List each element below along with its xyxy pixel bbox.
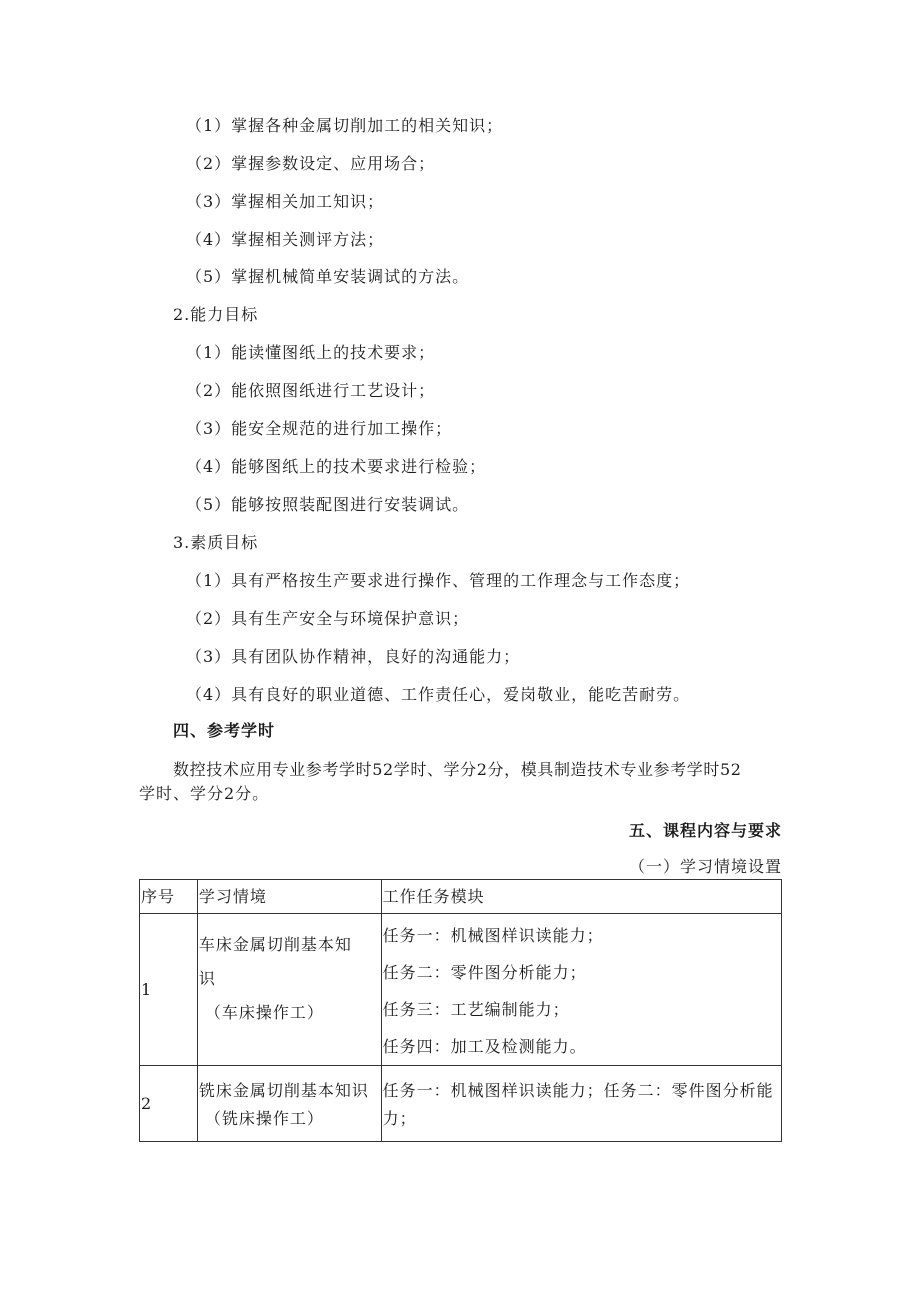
ability-heading: 2.能力目标 [173, 305, 259, 324]
row-1-task: 任务二：零件图分析能力； [382, 963, 587, 982]
content-subheading: （一）学习情境设置 [628, 857, 782, 876]
quality-item-3: （3）具有团队协作精神，良好的沟通能力； [186, 647, 521, 666]
row-1-task: 任务三：工艺编制能力； [382, 1000, 570, 1019]
row-2-situation-line: （铣床操作工） [204, 1109, 324, 1128]
ability-item-2: （2）能依照图纸进行工艺设计； [186, 381, 436, 400]
hours-text-line2: 学时、学分2分。 [139, 784, 270, 803]
table-row [140, 1066, 782, 1142]
quality-item-2: （2）具有生产安全与环境保护意识； [186, 609, 470, 628]
row-1-task: 任务一：机械图样识读能力； [382, 926, 604, 945]
hours-heading: 四、参考学时 [173, 721, 276, 740]
row-1-task: 任务四：加工及检测能力。 [382, 1037, 587, 1056]
row-2-task: 力； [382, 1109, 417, 1128]
row-1-number: 1 [140, 914, 198, 1066]
ability-item-3: （3）能安全规范的进行加工操作； [186, 419, 453, 438]
header-number: 序号 [140, 880, 198, 914]
row-1-situation [197, 914, 381, 1066]
header-task-module: 工作任务模块 [381, 880, 781, 914]
row-1-situation-line: 车床金属切削基本知 [198, 935, 352, 954]
hours-text-line1: 数控技术应用专业参考学时52学时、学分2分，模具制造技术专业参考学时52 [173, 760, 742, 779]
row-2-tasks [381, 1066, 781, 1142]
knowledge-item-3: （3）掌握相关加工知识； [186, 192, 385, 211]
header-situation: 学习情境 [197, 880, 381, 914]
row-2-situation-line: 铣床金属切削基本知识 [198, 1081, 369, 1100]
quality-item-4: （4）具有良好的职业道德、工作责任心，爱岗敬业，能吃苦耐劳。 [186, 685, 691, 704]
row-1-situation-line: （车床操作工） [204, 1003, 324, 1022]
ability-item-4: （4）能够图纸上的技术要求进行检验； [186, 457, 487, 476]
learning-situation-table [139, 879, 782, 1142]
knowledge-item-5: （5）掌握机械简单安装调试的方法。 [186, 267, 470, 286]
row-2-situation [197, 1066, 381, 1142]
row-2-number: 2 [140, 1066, 198, 1142]
row-1-tasks [381, 914, 781, 1066]
content-heading: 五、课程内容与要求 [628, 821, 782, 840]
row-1-situation-line: 识 [198, 969, 216, 988]
quality-heading: 3.素质目标 [173, 533, 259, 552]
quality-item-1: （1）具有严格按生产要求进行操作、管理的工作理念与工作态度； [186, 571, 691, 590]
table-header-row [140, 880, 782, 914]
table-row [140, 914, 782, 1066]
knowledge-item-1: （1）掌握各种金属切削加工的相关知识； [186, 116, 504, 135]
knowledge-item-4: （4）掌握相关测评方法； [186, 230, 385, 249]
knowledge-item-2: （2）掌握参数设定、应用场合； [186, 154, 436, 173]
ability-item-5: （5）能够按照装配图进行安装调试。 [186, 495, 470, 514]
ability-item-1: （1）能读懂图纸上的技术要求； [186, 343, 436, 362]
row-2-task: 任务一：机械图样识读能力；任务二：零件图分析能 [382, 1081, 774, 1100]
